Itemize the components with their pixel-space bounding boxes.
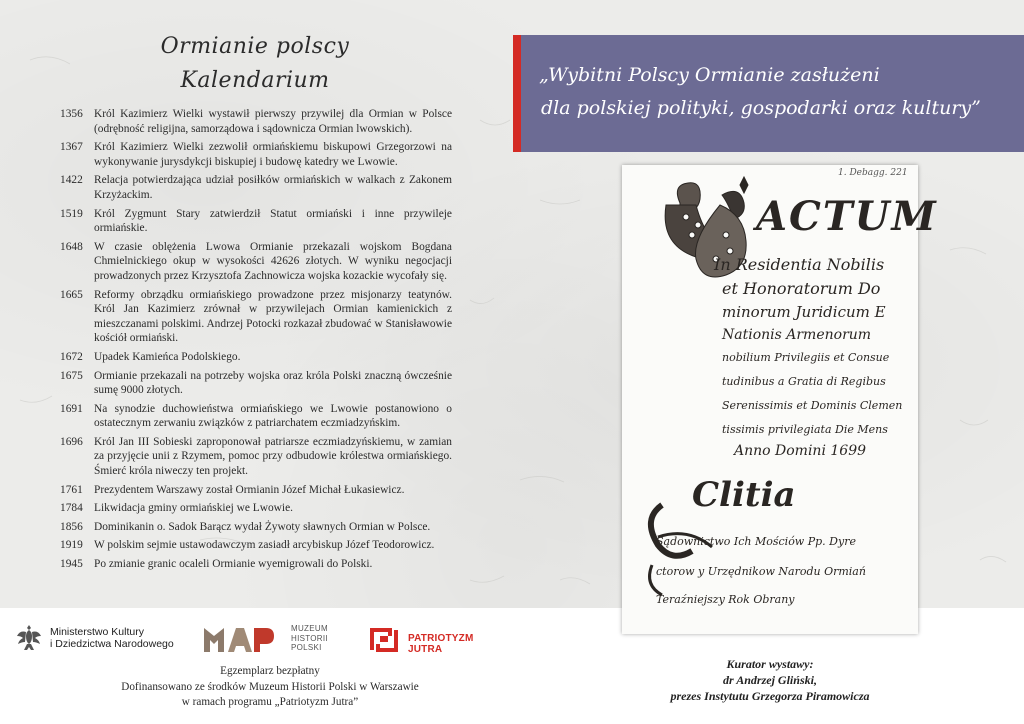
heading-line-1: Ormianie polscy xyxy=(160,34,350,59)
entry-year: 1422 xyxy=(60,174,83,187)
banner-accent-bar xyxy=(513,35,521,152)
manuscript-line-1: ACTUM xyxy=(756,193,938,240)
entry-text: Król Zygmunt Stary zatwierdził Statut ormiański i inne przywileje ormiańskie. xyxy=(94,207,452,235)
entry-year: 1696 xyxy=(60,435,83,448)
museum-name xyxy=(291,624,328,653)
funding-line: Dofinansowano ze środków Muzeum Historii Polski w Warszawie xyxy=(121,680,419,693)
free-copy-note: Egzemplarz bezpłatny xyxy=(220,665,320,677)
patriotyzm-logo xyxy=(368,624,508,654)
manuscript-line-2: In Residentia Nobilis xyxy=(714,255,885,274)
manuscript-line-10: Anno Domini 1699 xyxy=(734,443,867,459)
museum-mark-icon xyxy=(204,622,288,654)
ministry-line-2: i Dziedzictwa Narodowego xyxy=(50,638,174,650)
banner-line-2: dla polskiej polityki, gospodarki oraz kultury” xyxy=(541,97,981,119)
entry-text: Król Kazimierz Wielki wystawił pierwszy przywilej dla Ormian w Polsce (odrębność religijna, samorządowa i sądownicza Ormian lwowskich). xyxy=(94,108,452,135)
entry-year: 1761 xyxy=(60,483,83,496)
timeline-entry xyxy=(60,483,452,498)
entry-text: Na synodzie duchowieństwa ormiańskiego we Lwowie postanowiono o ostatecznym zerwaniu związków z patriarchatem eczmiadzyńskim. xyxy=(94,402,452,430)
timeline-entry xyxy=(60,520,452,535)
manuscript-line-5: Nationis Armenorum xyxy=(722,327,872,343)
timeline-entry xyxy=(60,435,452,479)
manuscript-line-11: Sądownictwo Ich Mościów Pp. Dyre xyxy=(656,535,856,548)
entry-text: W polskim sejmie ustawodawczym zasiadł arcybiskup Józef Teodorowicz. xyxy=(94,539,435,552)
entry-text: Relacja potwierdzająca udział posiłków ormiańskich w walkach z Zakonem Krzyżackim. xyxy=(94,174,452,201)
entry-text: W czasie oblężenia Lwowa Ormianie przekazali wojskom Bogdana Chmielnickiego okup w wysokości 42626 złotych. W wyniku negocjacji prowadzonych przez Krzysztofa Zachnowicza wojska kozackie wycofały się. xyxy=(94,240,452,282)
timeline-entry xyxy=(60,207,452,236)
entry-text: Król Jan III Sobieski zaproponował patriarsze eczmiadzyńskiemu, w zamian za przyjęcie unii z Rzymem, pomoc przy odbudowie królestwa ormiańskiego. Śmierć króla niweczy ten projekt. xyxy=(94,435,452,478)
entry-year: 1519 xyxy=(60,207,83,220)
timeline-entry xyxy=(60,350,452,365)
calendar-heading xyxy=(90,30,420,98)
timeline-entry xyxy=(60,140,452,169)
ministry-line-1: Ministerstwo Kultury xyxy=(50,626,144,638)
timeline xyxy=(60,107,452,576)
curator-label: Kurator wystawy: xyxy=(726,657,814,671)
timeline-entry xyxy=(60,369,452,398)
entry-year: 1691 xyxy=(60,402,83,415)
manuscript-line-6: nobilium Privilegiis et Consue xyxy=(722,351,890,364)
ministry-name xyxy=(50,626,174,650)
manuscript-line-8: Serenissimis et Dominis Clemen xyxy=(722,399,903,412)
timeline-entry xyxy=(60,557,452,572)
patriotyzm-name: PATRIOTYZM JUTRA xyxy=(408,633,474,655)
entry-text: Po zmianie granic ocaleli Ormianie wyemigrowali do Polski. xyxy=(94,558,373,571)
museum-line-1: MUZEUM xyxy=(291,624,328,633)
timeline-entry xyxy=(60,538,452,553)
timeline-entry xyxy=(60,402,452,431)
entry-year: 1672 xyxy=(60,350,83,363)
curator-title: prezes Instytutu Grzegorza Piramowicza xyxy=(670,689,870,703)
entry-text: Upadek Kamieńca Podolskiego. xyxy=(94,350,241,363)
entry-text: Likwidacja gminy ormiańskiej we Lwowie. xyxy=(94,502,293,515)
curator-name: dr Andrzej Gliński, xyxy=(723,673,817,687)
manuscript-second-heading: Clitia xyxy=(692,475,796,515)
exhibition-title-banner xyxy=(521,35,1024,152)
initial-flourish-icon xyxy=(651,505,692,556)
entry-year: 1784 xyxy=(60,502,83,515)
entry-text: Król Kazimierz Wielki zezwolił ormiańskiemu biskupowi Grzegorzowi na wykonywanie jurysdykcji biskupiej i budowę katedry we Lwowie. xyxy=(94,141,452,168)
entry-text: Prezydentem Warszawy został Ormianin Józef Michał Łukasiewicz. xyxy=(94,483,405,496)
corner-note: 1. Debagg. 221 xyxy=(838,168,908,178)
heading-line-2: Kalendarium xyxy=(180,68,330,93)
entry-year: 1356 xyxy=(60,108,83,120)
manuscript-line-9: tissimis privilegiata Die Mens xyxy=(722,423,888,436)
curator-info xyxy=(600,656,940,704)
manuscript-line-13: Teraźniejszy Rok Obrany xyxy=(656,593,795,606)
entry-year: 1919 xyxy=(60,539,83,552)
manuscript-image xyxy=(622,165,938,634)
manuscript-line-12: ctorow y Urzędnikow Narodu Ormiań xyxy=(656,565,866,578)
entry-text: Ormianie przekazali na potrzeby wojska oraz króla Polski znaczną ówcześnie sumę 9000 złotych. xyxy=(94,369,452,397)
timeline-entry xyxy=(60,288,452,346)
manuscript-line-4: minorum Juridicum E xyxy=(722,303,886,321)
museum-logo xyxy=(204,622,344,658)
timeline-entry xyxy=(60,173,452,202)
entry-text: Reformy obrządku ormiańskiego prowadzone przez misjonarzy teatynów. Król Jan Kazimierz zrównał w przywilejach Ormian kamienickich z mieszczanami polskimi. Andrzej Potocki rozkazał zbudować w Stanisławowie kościół ormiański. xyxy=(94,288,452,345)
banner-line-1: „Wybitni Polscy Ormianie zasłużeni xyxy=(539,64,880,86)
entry-year: 1367 xyxy=(60,141,83,154)
programme-line: w ramach programu „Patriotyzm Jutra” xyxy=(181,696,359,708)
entry-year: 1665 xyxy=(60,288,83,301)
patriotyzm-mark-icon xyxy=(368,624,400,654)
polish-eagle-icon xyxy=(16,622,42,652)
entry-year: 1945 xyxy=(60,558,83,571)
entry-text: Dominikanin o. Sadok Barącz wydał Żywoty sławnych Ormian w Polsce. xyxy=(94,520,431,533)
funding-info xyxy=(60,664,480,711)
timeline-entry xyxy=(60,501,452,516)
entry-year: 1675 xyxy=(60,369,83,382)
manuscript-line-3: et Honoratorum Do xyxy=(722,279,881,298)
entry-year: 1856 xyxy=(60,520,83,533)
manuscript-line-7: tudinibus a Gratia di Regibus xyxy=(722,375,886,388)
museum-line-3: POLSKI xyxy=(291,643,322,652)
timeline-entry xyxy=(60,107,452,136)
museum-line-2: HISTORII xyxy=(291,633,328,643)
timeline-entry xyxy=(60,240,452,284)
entry-year: 1648 xyxy=(60,240,83,253)
ministry-logo xyxy=(16,622,186,658)
